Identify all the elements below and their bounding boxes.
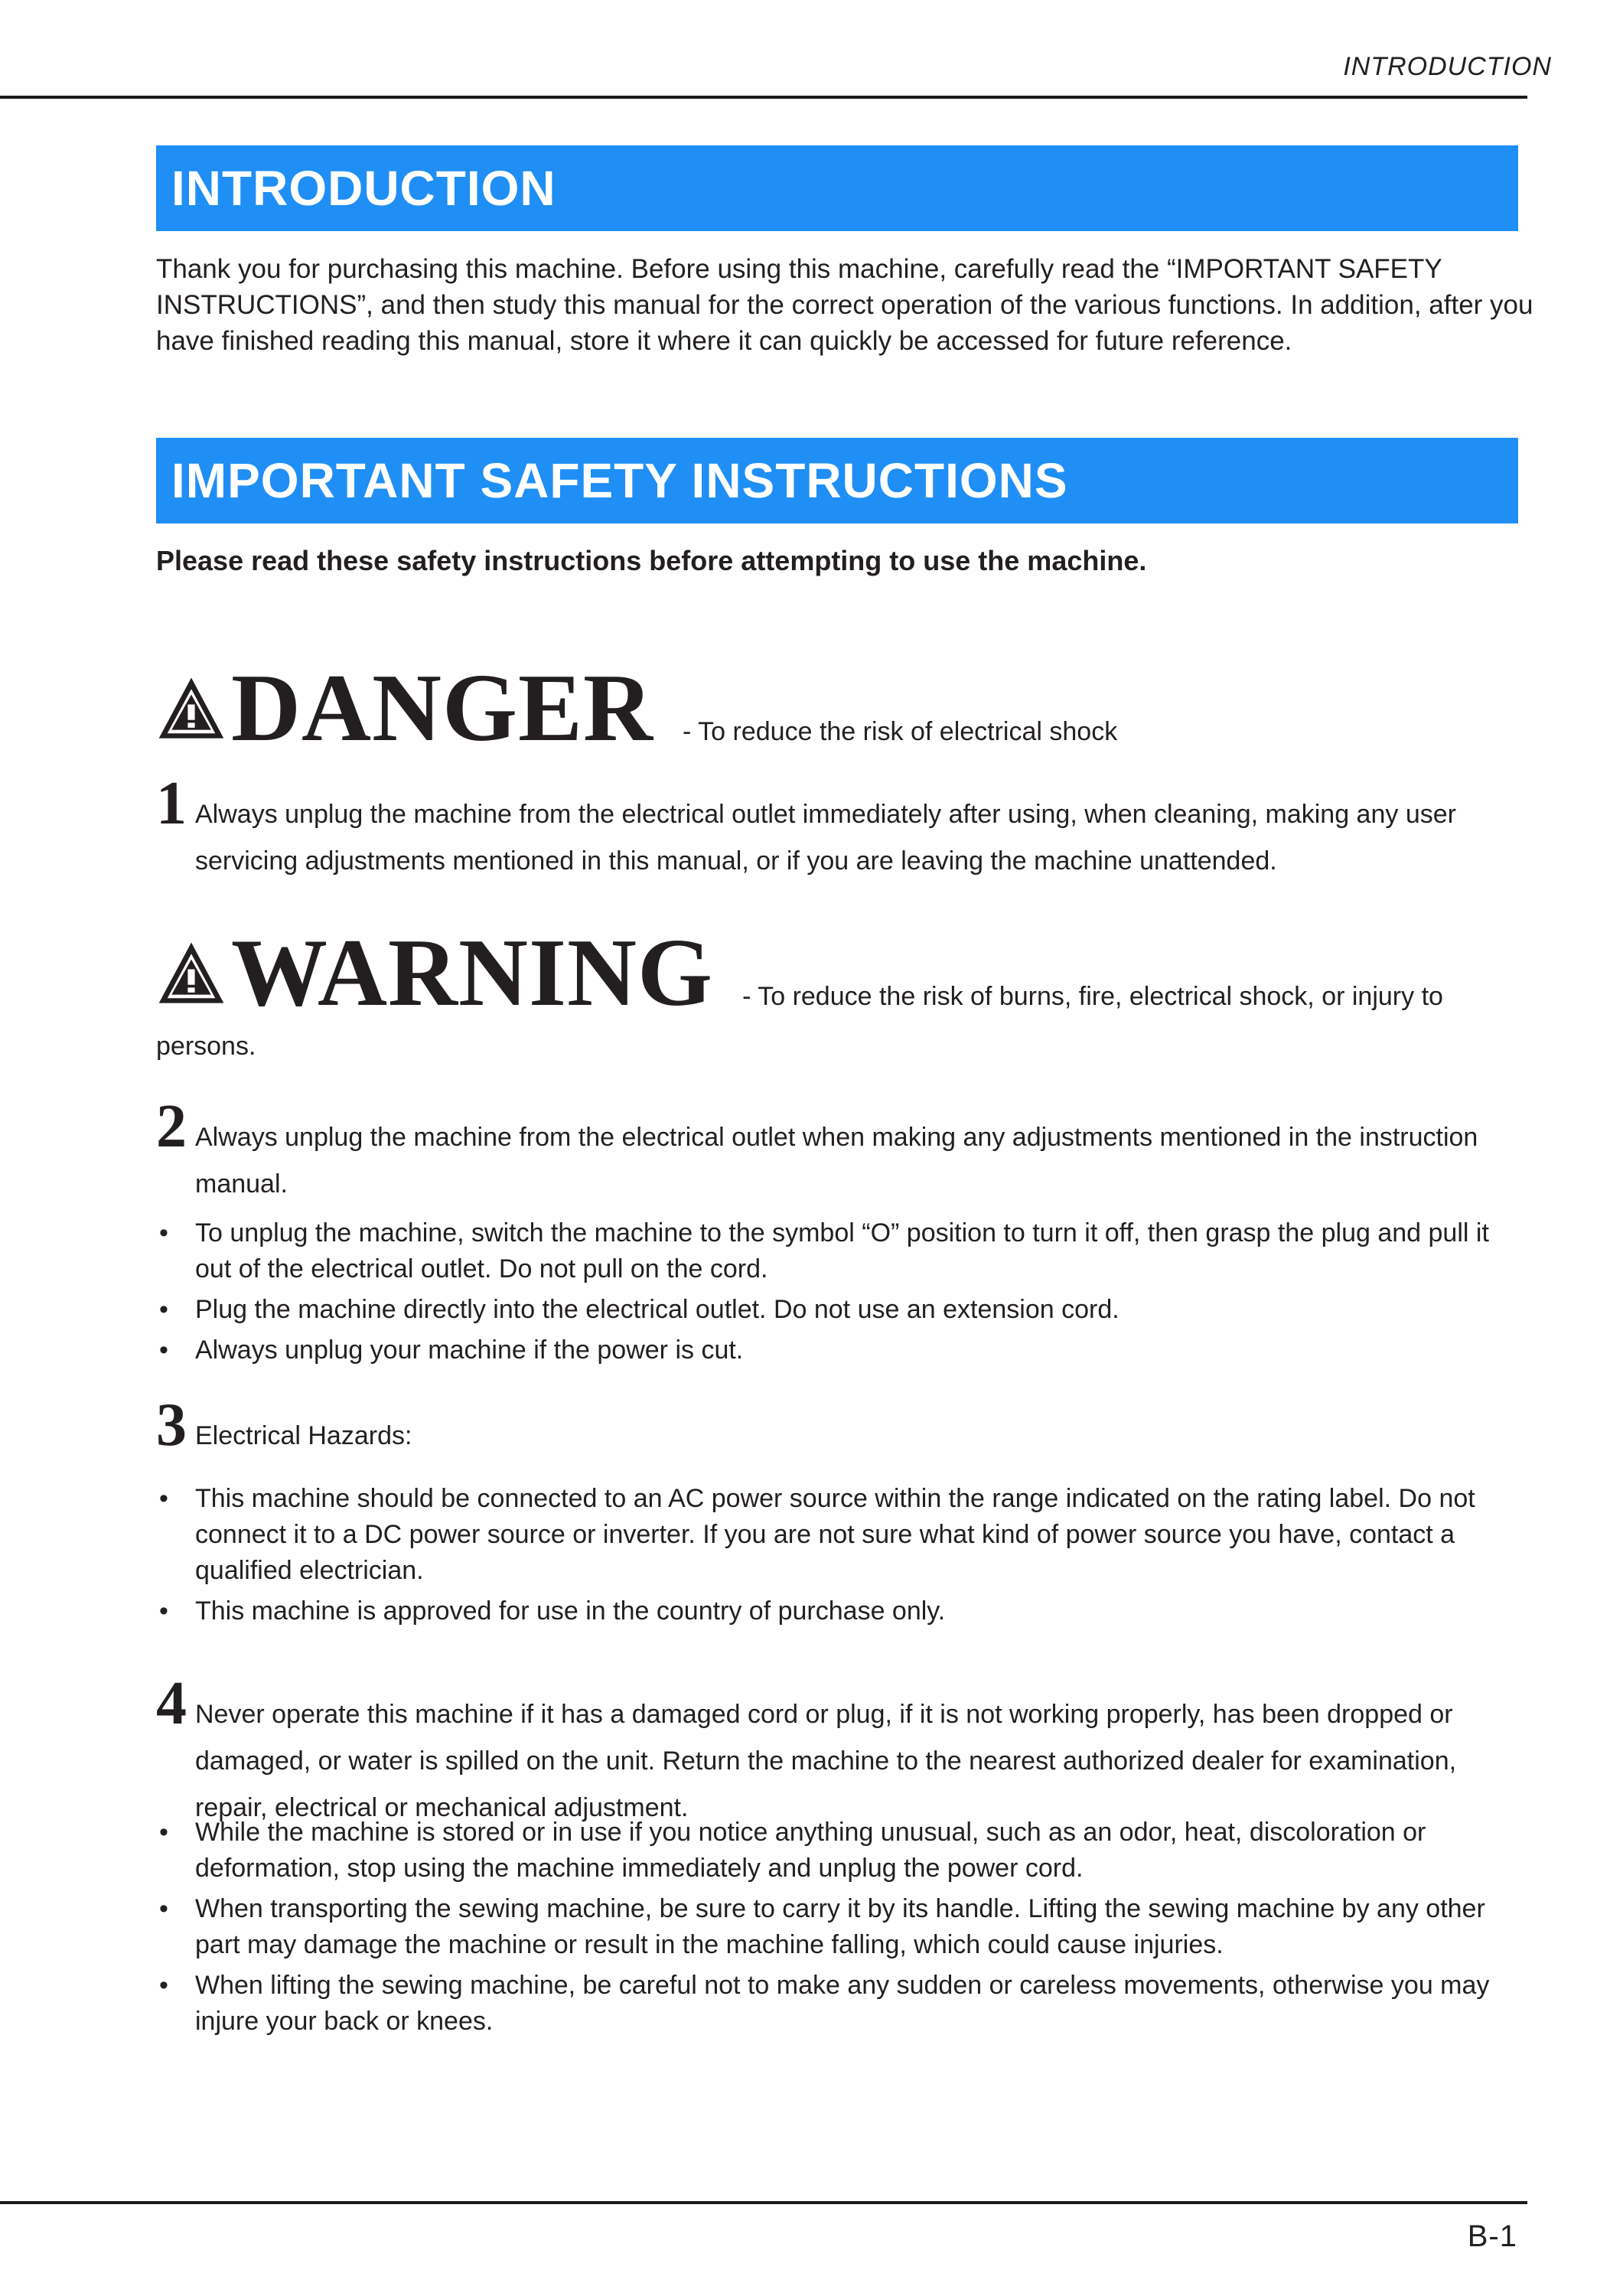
bullet-dot: •	[159, 1894, 168, 1923]
section-banner-introduction: INTRODUCTION	[156, 145, 1518, 231]
bullet-item	[156, 1891, 1526, 1963]
warning-word: WARNING	[231, 920, 714, 1026]
header-rule	[0, 96, 1527, 99]
safety-lead-text: Please read these safety instructions before attempting to use the machine.	[156, 545, 1147, 576]
bullet-text: While the machine is stored or in use if you notice anything unusual, such as an odor, heat, discoloration or deformation, stop using the machine immediately and unplug the power cord.	[195, 1818, 1426, 1883]
bullet-text: Plug the machine directly into the electrical outlet. Do not use an extension cord.	[195, 1295, 1119, 1324]
item-text: Always unplug the machine from the electrical outlet when making any adjustments mentioned in the instruction manual.	[195, 1123, 1478, 1199]
warning-subtitle: - To reduce the risk of burns, fire, electrical shock, or injury to	[742, 982, 1443, 1011]
bullet-dot: •	[159, 1596, 168, 1626]
item-number: 4	[156, 1670, 187, 1737]
bullet-item	[156, 1968, 1526, 2040]
safety-item-3	[156, 1391, 1533, 1459]
safety-item-2	[156, 1093, 1533, 1208]
item-2-bullet-list	[156, 1215, 1526, 1373]
item-3-bullet-list	[156, 1481, 1526, 1634]
danger-word: DANGER	[231, 655, 654, 762]
bullet-item	[156, 1332, 1526, 1368]
bullet-text: When transporting the sewing machine, be sure to carry it by its handle. Lifting the sewing machine by any other part may damage the machine or result in the machine falling, which could cause injuries.	[195, 1894, 1485, 1959]
bullet-text: Always unplug your machine if the power is cut.	[195, 1336, 744, 1365]
bullet-text: This machine should be connected to an AC power source within the range indicated on the rating label. Do not connect it to a DC power source or inverter. If you are not sure what kind of power source you have, contact a qualified electrician.	[195, 1484, 1475, 1585]
safety-item-1	[156, 770, 1533, 885]
running-header: INTRODUCTION	[1343, 52, 1552, 81]
bullet-text: When lifting the sewing machine, be careful not to make any sudden or careless movements, otherwise you may injure your back or knees.	[195, 1971, 1490, 2036]
danger-heading	[156, 654, 1117, 764]
item-number: 2	[156, 1093, 187, 1160]
bullet-dot: •	[159, 1218, 168, 1247]
item-number: 3	[156, 1391, 187, 1459]
bullet-dot: •	[159, 1484, 168, 1513]
bullet-text: To unplug the machine, switch the machine to the symbol “O” position to turn it off, then grasp the plug and pull it out of the electrical outlet. Do not pull on the cord.	[195, 1218, 1489, 1283]
section-banner-safety: IMPORTANT SAFETY INSTRUCTIONS	[156, 438, 1518, 523]
item-text: Always unplug the machine from the electrical outlet immediately after using, when cleaning, making any user servicing adjustments mentioned in this manual, or if you are leaving the machine unattended.	[195, 800, 1456, 876]
warning-heading	[156, 918, 1443, 1029]
introduction-paragraph: Thank you for purchasing this machine. Before using this machine, carefully read the “IMPORTANT SAFETY INSTRUCTIONS”, and then study this manual for the correct operation of the various functions. In addition, after you have finished reading this manual, store it where it can quickly be accessed for future reference.	[156, 254, 1533, 356]
bullet-item	[156, 1292, 1526, 1328]
item-text: Electrical Hazards:	[195, 1421, 412, 1450]
bullet-dot: •	[159, 1818, 168, 1847]
bullet-item	[156, 1815, 1526, 1887]
danger-subtitle: - To reduce the risk of electrical shock	[683, 717, 1118, 746]
warning-triangle-icon	[156, 938, 227, 1009]
bullet-item	[156, 1593, 1526, 1629]
warning-subtitle-continuation: persons.	[156, 1032, 256, 1061]
footer-rule	[0, 2201, 1527, 2204]
bullet-dot: •	[159, 1971, 168, 2000]
bullet-item	[156, 1215, 1526, 1287]
page-number: B-1	[1467, 2219, 1517, 2253]
bullet-dot: •	[159, 1336, 168, 1365]
bullet-item	[156, 1481, 1526, 1589]
bullet-dot: •	[159, 1295, 168, 1324]
item-number: 1	[156, 770, 187, 837]
item-4-bullet-list	[156, 1815, 1526, 2044]
item-text: Never operate this machine if it has a damaged cord or plug, if it is not working properly, has been dropped or damaged, or water is spilled on the unit. Return the machine to the nearest authorized dealer for examination, repair, electrical or mechanical adjustment.	[195, 1700, 1457, 1822]
warning-triangle-icon	[156, 673, 227, 744]
bullet-text: This machine is approved for use in the country of purchase only.	[195, 1596, 946, 1626]
safety-item-4	[156, 1670, 1533, 1831]
